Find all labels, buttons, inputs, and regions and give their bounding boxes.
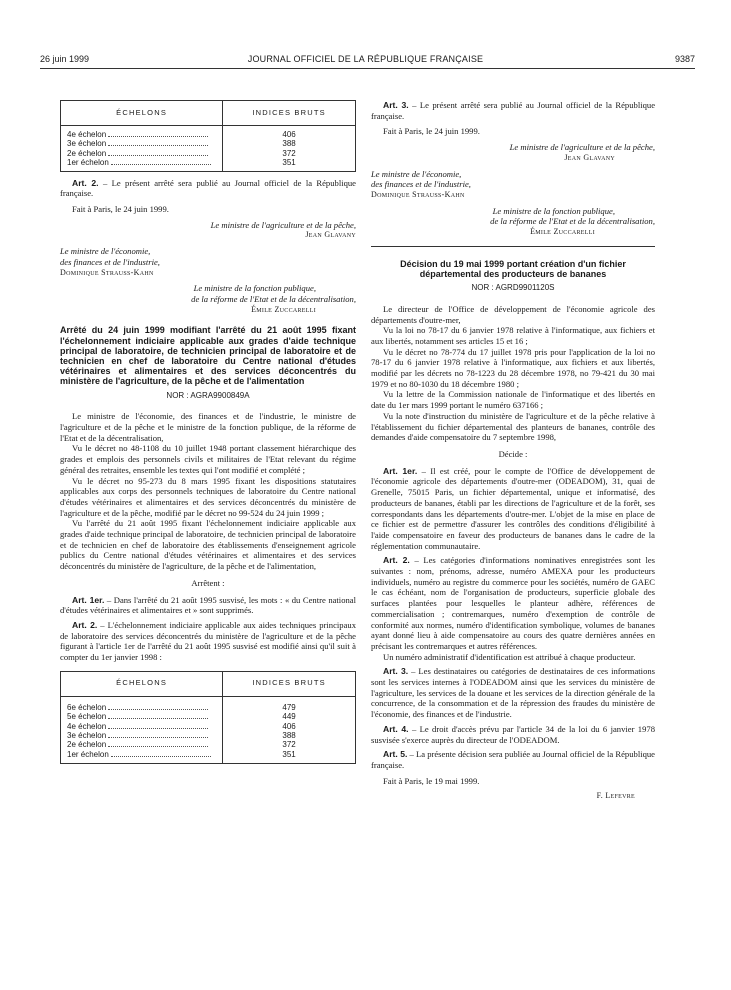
preamble-paragraph: Vu la note d'instruction du ministère de l'agriculture et de la pêche relative à l'établissement du fichier départemental des planteurs de bananes, contrôle des demandes d'aide compensatoire du 7 septembre 1998, <box>371 410 655 443</box>
indices-table-1 <box>60 100 356 172</box>
signatory-role: Le ministre de l'économie, <box>60 246 151 257</box>
table-row: 1er échelon 351 <box>61 750 355 759</box>
signatory-role: des finances et de l'industrie, <box>60 256 160 267</box>
signatory-role: Le ministre de la fonction publique, <box>193 283 316 294</box>
table-row: 2e échelon 372 <box>61 149 355 158</box>
article-3-publication: Art. 3. – Le présent arrêté sera publié au Journal officiel de la République française. <box>371 100 656 121</box>
signatory-name: Jean Glavany <box>305 230 356 240</box>
arretent-heading: Arrêtent : <box>191 577 225 588</box>
preamble-paragraph: Le directeur de l'Office de développement de l'économie agricole des départements d'outre-mer, <box>371 303 655 325</box>
signature-date: Fait à Paris, le 24 juin 1999. <box>72 204 169 215</box>
decree-title: Arrêté du 24 juin 1999 modifiant l'arrêté du 21 août 1995 fixant l'échelonnement indiciaire applicable aux grades d'aide technique principal de laboratoire, de technicien principal de laboratoire et de technicien en chef de laboratoire du Centre national d'études vétérinaires et alimentaires et des services déconcentrés du ministère de l'agriculture, de la pêche et de l'alimentation <box>60 325 356 387</box>
article-2-paragraph: Un numéro administratif d'identification est attribué à chaque producteur. <box>383 651 636 662</box>
indices-table-2 <box>60 671 356 764</box>
preamble-paragraph: Le ministre de l'économie, des finances et de l'industrie, le ministre de l'agriculture et de la pêche et le ministre de la fonction publique, de la réforme de l'Etat et de la décentralisation, <box>60 411 356 443</box>
signature-date: Fait à Paris, le 19 mai 1999. <box>383 775 480 786</box>
article-5: Art. 5. – La présente décision sera publiée au Journal officiel de la République française. <box>371 749 656 770</box>
table-row: 4e échelon 406 <box>61 722 355 731</box>
table-row: 5e échelon 449 <box>61 712 355 721</box>
signatory-role: Le ministre de la fonction publique, <box>492 205 615 216</box>
section-divider <box>371 246 655 247</box>
signatory-role: Le ministre de l'économie, <box>371 168 462 179</box>
journal-title: JOURNAL OFFICIEL DE LA RÉPUBLIQUE FRANÇAISE <box>247 54 484 64</box>
signatory-name: Émile Zuccarelli <box>530 227 595 237</box>
signatory-role: de la réforme de l'Etat et de la décentralisation, <box>490 216 655 227</box>
table-header-echelons: ÉCHELONS <box>61 101 223 126</box>
signatory-name: Émile Zuccarelli <box>251 304 316 314</box>
page-header <box>0 54 731 68</box>
table-row: 4e échelon 406 <box>61 130 355 139</box>
signatory-name: Dominique Strauss-Kahn <box>371 189 465 199</box>
nor-reference: NOR : AGRA9900849A <box>166 390 250 400</box>
signatory-name: Jean Glavany <box>564 152 615 162</box>
article-1: Art. 1er. – Dans l'arrêté du 21 août 1995 susvisé, les mots : « du Centre national d'études vétérinaires et alimentaires et » sont supprimés. <box>60 594 356 616</box>
decision-title: Décision du 19 mai 1999 portant création d'un fichier départemental des producteurs de bananes <box>400 258 626 279</box>
preamble-paragraph: Vu la loi no 78-17 du 6 janvier 1978 relative à l'informatique, aux fichiers et aux libertés, notamment ses articles 15 et 16 ; <box>371 325 655 346</box>
signatory-role: des finances et de l'industrie, <box>371 179 471 190</box>
article-1: Art. 1er. – Il est créé, pour le compte de l'Office de développement de l'économie agricole des départements d'outre-mer (ODEADOM), 31, quai de Grenelle, 75015 Paris, un fichier départemental, unique et informatisé, des producteurs de bananes, établi par les directions de l'agriculture et de la forêt, ses correspondants dans les départements d'outre-mer. L'objet de la mise en place de ce fichier est de permettre d'assurer les contrôles des conditions d'éligibilité à l'aide compensatoire en faveur des producteurs de bananes dans le cadre de la réglementation communautaire. <box>371 465 655 551</box>
table-row: 6e échelon 479 <box>61 703 355 712</box>
table-header-indices: INDICES BRUTS <box>223 672 355 697</box>
article-4: Art. 4. – Le droit d'accès prévu par l'article 34 de la loi du 6 janvier 1978 susvisée s'exerce auprès du directeur de l'ODEADOM. <box>371 723 655 745</box>
nor-reference: NOR : AGRD9901120S <box>471 283 555 293</box>
decide-heading: Décide : <box>498 448 528 459</box>
table-row: 3e échelon 388 <box>61 139 355 148</box>
preamble-paragraph: Vu le décret no 95-273 du 8 mars 1995 fixant les dispositions statutaires applicables aux corps des personnels techniques de laboratoire du Centre national d'études vétérinaires et alimentaires et des services déconcentrés du ministère de l'agriculture et de la pêche, modifié par le décret no 99-524 du 24 juin 1999 ; <box>60 475 356 518</box>
issue-date: 26 juin 1999 <box>40 54 90 64</box>
right-column <box>371 100 655 802</box>
table-row: 1er échelon 351 <box>61 158 355 167</box>
article-3: Art. 3. – Les destinataires ou catégories de destinataires de ces informations sont les services internes à l'ODEADOM ainsi que les services du ministère de l'agriculture, les services de la douane et les services de la direction générale de la concurrence, de la consommation et de la répression des fraudes du ministère de l'économie, des finances et de l'industrie. <box>371 666 656 720</box>
preamble-paragraph: Vu la lettre de la Commission nationale de l'informatique et des libertés en date du 1er mars 1999 portant le numéro 637166 ; <box>371 389 655 411</box>
article-2: Art. 2. – L'échelonnement indiciaire applicable aux aides techniques principaux de laboratoire des services déconcentrés du ministère de l'agriculture et de la pêche figurant à l'article 1er de l'arrêté du 21 août 1995 susvisé est modifié ainsi qu'il suit à compter du 1er janvier 1998 : <box>60 619 356 663</box>
article-2-publication: Art. 2. – Le présent arrêté sera publié au Journal officiel de la République française. <box>60 177 357 199</box>
signatory-name: Dominique Strauss-Kahn <box>60 267 154 277</box>
table-header-echelons: ÉCHELONS <box>61 672 223 697</box>
signature-date: Fait à Paris, le 24 juin 1999. <box>383 126 480 137</box>
signatory-role: de la réforme de l'Etat et de la décentralisation, <box>191 293 356 304</box>
table-header-indices: INDICES BRUTS <box>223 101 355 126</box>
left-column <box>60 100 356 764</box>
table-row: 2e échelon 372 <box>61 740 355 749</box>
page-number: 9387 <box>674 54 695 64</box>
table-row: 3e échelon 388 <box>61 731 355 740</box>
signatory-name: F. Lefevre <box>596 791 635 801</box>
preamble-paragraph: Vu le décret no 48-1108 du 10 juillet 1948 portant classement hiérarchique des grades et emplois des personnels civils et militaires de l'Etat relevant du régime général des retraites, ensemble les textes qui l'ont modifié et complété ; <box>60 443 356 475</box>
header-rule <box>40 68 695 69</box>
signatory-role: Le ministre de l'agriculture et de la pêche, <box>210 219 356 230</box>
signatory-role: Le ministre de l'agriculture et de la pêche, <box>509 142 655 153</box>
preamble-paragraph: Vu le décret no 78-774 du 17 juillet 1978 pris pour l'application de la loi no 78-17 du 6 janvier 1978 relative à l'informatique, aux fichiers et aux libertés, modifié par les décrets no 78-1223 du 28 décembre 1978, no 79-421 du 30 mai 1979 et no 80-1030 du 18 décembre 1980 ; <box>371 346 655 389</box>
article-2: Art. 2. – Les catégories d'informations nominatives enregistrées sont les suivantes : nom, prénoms, adresse, numéro AMEXA pour les producteurs individuels, numéro au registre du commerce pour les sociétés, numéro de GAEC le cas échéant, nom de l'organisation de producteurs, superficie globale des surfaces plantées pour lesquelles le planteur adhère, références de commercialisation ; contremarques, numéro d'exemption de contrôle de conformité aux normes, numéro d'identification symbolique, volumes de bananes ayant donné lieu à aide compensatoire au cours des quatre dernières années en précisant les contremarques et autres références. <box>371 555 655 651</box>
preamble-paragraph: Vu l'arrêté du 21 août 1995 fixant l'échelonnement indiciaire applicable aux grades d'aide technique principal de laboratoire, de technicien principal de laboratoire et de technicien en chef de laboratoire des établissements d'enseignement agricole publics du Centre national d'études vétérinaires et alimentaires et des services déconcentrés du ministère de l'agriculture, de la pêche et de l'alimentation, <box>60 518 356 572</box>
